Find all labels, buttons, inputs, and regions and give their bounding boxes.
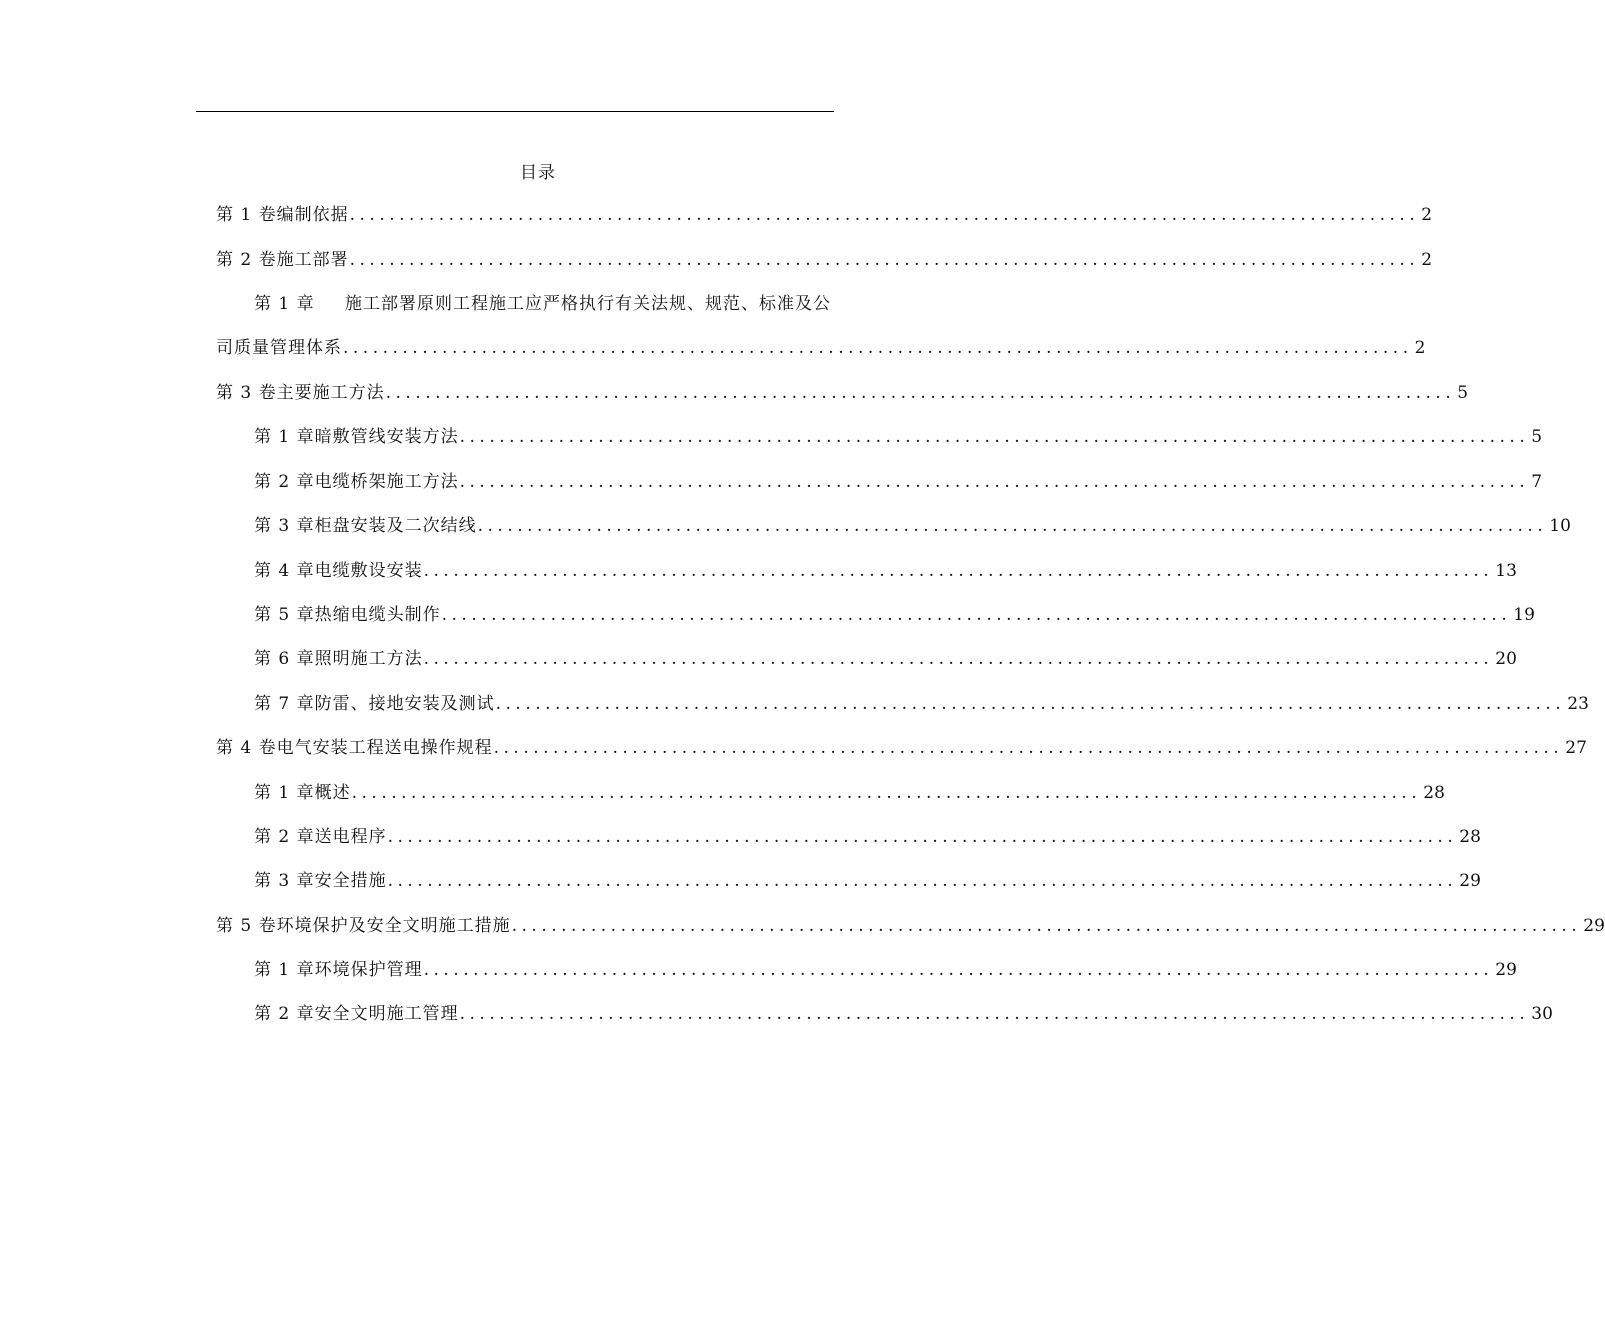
toc-entry-title: 柜盘安装及二次结线 — [314, 516, 477, 536]
toc-entry-chap[interactable] — [254, 691, 1589, 717]
toc-leader-dots: ............................................................................................................ — [459, 1004, 1530, 1024]
toc-entry-chap[interactable] — [254, 957, 1517, 983]
toc-entry-label: 第 1 章 — [254, 294, 315, 314]
toc-entry-page: 29 — [1495, 960, 1517, 980]
toc-title: 目录 — [520, 163, 556, 183]
toc-entry-title: 暗敷管线安装方法 — [314, 427, 459, 447]
toc-leader-dots: ............................................................................................................ — [423, 960, 1494, 980]
toc-entry-vol-4[interactable] — [216, 735, 1587, 761]
toc-entry-title-line2: 司质量管理体系 — [216, 338, 342, 358]
toc-leader-dots: ............................................................................................................ — [477, 516, 1548, 536]
toc-leader-dots: ............................................................................................................ — [387, 871, 1458, 891]
toc-leader-dots: ............................................................................................................ — [495, 694, 1566, 714]
toc-entry-chap-wrapped-line2[interactable] — [216, 335, 1426, 361]
toc-entry-title: 概述 — [314, 783, 351, 803]
toc-entry-vol-5[interactable] — [216, 913, 1605, 939]
toc-entry-title: 电缆桥架施工方法 — [314, 472, 459, 492]
toc-entry-label: 第 2 章 — [254, 827, 315, 847]
toc-entry-vol-1[interactable] — [216, 202, 1433, 228]
toc-entry-vol-2[interactable] — [216, 247, 1433, 273]
toc-entry-page: 23 — [1567, 694, 1589, 714]
toc-entry-chap[interactable] — [254, 602, 1535, 628]
toc-entry-page: 29 — [1583, 916, 1605, 936]
toc-entry-label: 第 1 章 — [254, 960, 315, 980]
toc-entry-label: 第 2 卷 — [216, 250, 277, 270]
toc-entry-title: 照明施工方法 — [314, 649, 423, 669]
toc-entry-chap[interactable] — [254, 824, 1481, 850]
toc-entry-title: 电气安装工程送电操作规程 — [276, 738, 493, 758]
toc-entry-title: 编制依据 — [276, 205, 349, 225]
toc-entry-page: 30 — [1531, 1004, 1553, 1024]
toc-entry-title: 送电程序 — [314, 827, 387, 847]
toc-entry-title: 主要施工方法 — [276, 383, 385, 403]
toc-entry-chap[interactable] — [254, 646, 1517, 672]
toc-entry-title: 施工部署 — [276, 250, 349, 270]
toc-entry-chap[interactable] — [254, 513, 1571, 539]
toc-leader-dots: ............................................................................................................ — [387, 827, 1458, 847]
toc-entry-label: 第 3 章 — [254, 516, 315, 536]
toc-entry-page: 20 — [1495, 649, 1517, 669]
toc-entry-label: 第 5 卷 — [216, 916, 277, 936]
toc-entry-title: 安全措施 — [314, 871, 387, 891]
toc-entry-page: 2 — [1421, 205, 1433, 225]
toc-leader-dots: ............................................................................................................ — [459, 472, 1530, 492]
toc-leader-dots: ............................................................................................................ — [511, 916, 1582, 936]
toc-entry-label: 第 6 章 — [254, 649, 315, 669]
toc-leader-dots: ............................................................................................................ — [423, 649, 1494, 669]
toc-leader-dots: ............................................................................................................ — [351, 783, 1422, 803]
toc-leader-dots: ............................................................................................................ — [349, 250, 1420, 270]
toc-leader-dots: ............................................................................................................ — [459, 427, 1530, 447]
toc-entry-page: 27 — [1565, 738, 1587, 758]
toc-entry-chap[interactable] — [254, 469, 1543, 495]
toc-leader-dots: ............................................................................................................ — [441, 605, 1512, 625]
toc-entry-page: 7 — [1531, 472, 1543, 492]
toc-entry-label: 第 1 卷 — [216, 205, 277, 225]
toc-entry-page: 5 — [1531, 427, 1543, 447]
toc-entry-label: 第 1 章 — [254, 427, 315, 447]
toc-entry-label: 第 1 章 — [254, 783, 315, 803]
toc-entry-label: 第 7 章 — [254, 694, 315, 714]
toc-entry-page: 13 — [1495, 561, 1517, 581]
toc-entry-title: 环境保护及安全文明施工措施 — [276, 916, 511, 936]
toc-entry-title-line1: 施工部署原则工程施工应严格执行有关法规、规范、标准及公 — [345, 294, 831, 314]
toc-entry-chap[interactable] — [254, 780, 1445, 806]
toc-leader-dots: ............................................................................................................ — [349, 205, 1420, 225]
toc-entry-title: 电缆敷设安装 — [314, 561, 423, 581]
toc-entry-chap[interactable] — [254, 1001, 1553, 1027]
toc-leader-dots: ............................................................................................................ — [343, 338, 1413, 358]
toc-entry-page: 29 — [1459, 871, 1481, 891]
toc-entry-page: 5 — [1457, 383, 1469, 403]
toc-entry-vol-3[interactable] — [216, 380, 1469, 406]
toc-entry-label: 第 3 卷 — [216, 383, 277, 403]
toc-entry-page: 19 — [1513, 605, 1535, 625]
toc-leader-dots: ............................................................................................................ — [493, 738, 1564, 758]
toc-entry-chap[interactable] — [254, 558, 1517, 584]
toc-entry-title: 安全文明施工管理 — [314, 1004, 459, 1024]
toc-entry-chap-wrapped-line1[interactable] — [254, 291, 854, 317]
toc-entry-page: 28 — [1423, 783, 1445, 803]
toc-entry-label: 第 5 章 — [254, 605, 315, 625]
toc-entry-chap[interactable] — [254, 868, 1481, 894]
toc-entry-label: 第 2 章 — [254, 1004, 315, 1024]
toc-leader-dots: ............................................................................................................ — [385, 383, 1456, 403]
toc-entry-label: 第 3 章 — [254, 871, 315, 891]
toc-entry-chap[interactable] — [254, 424, 1543, 450]
toc-entry-page: 2 — [1421, 250, 1433, 270]
toc-entry-label: 第 2 章 — [254, 472, 315, 492]
toc-entry-page: 28 — [1459, 827, 1481, 847]
toc-entry-title: 热缩电缆头制作 — [314, 605, 441, 625]
toc-entry-title: 防雷、接地安装及测试 — [314, 694, 495, 714]
toc-entry-title: 环境保护管理 — [314, 960, 423, 980]
toc-entry-page: 10 — [1549, 516, 1571, 536]
toc-entry-label: 第 4 章 — [254, 561, 315, 581]
toc-leader-dots: ............................................................................................................ — [423, 561, 1494, 581]
header-rule — [196, 111, 834, 112]
toc-entry-page: 2 — [1414, 338, 1426, 358]
toc-entry-label: 第 4 卷 — [216, 738, 277, 758]
